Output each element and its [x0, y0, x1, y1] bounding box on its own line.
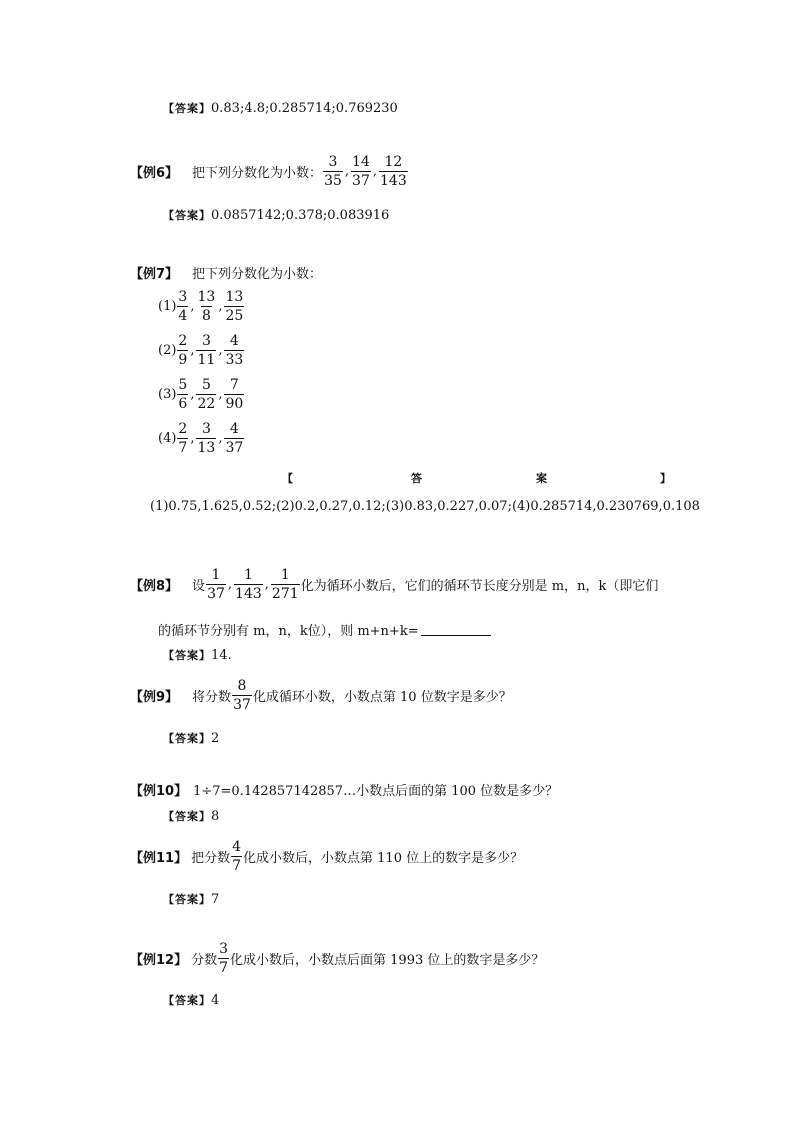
fraction: $\frac{14}{37}$	[352, 154, 370, 189]
answer-bracket-close: 】	[660, 472, 672, 485]
answer-char-an: 案	[536, 472, 548, 485]
question-text: 的循环节分别有 m，n，k位），则 m+n+k=	[158, 624, 419, 639]
answer-text: 4	[211, 992, 220, 1008]
answer-8	[163, 647, 232, 663]
question-text: 1÷7=0.142857142857…小数点后面的第 100 位数是多少？	[193, 784, 559, 799]
example-label: 【例10】	[130, 784, 188, 799]
example-8: 【例8】 设 $\frac{1}{37}$ , $\frac{1}{143}$ , $\frac{1}{271}$ 化为循环小数后，它们的循环节长度分别是 m，n，k（即它们	[130, 567, 659, 602]
example-label: 【例7】	[130, 267, 179, 282]
question-text: 化成小数后，小数点后面第 1993 位上的数字是多少？	[230, 953, 545, 968]
fraction: $\frac{3}{35}$	[324, 154, 342, 189]
example-9: 【例9】 将分数 $\frac{8}{37}$ 化成循环小数，小数点第 10 位数字是多少？	[130, 678, 512, 713]
example-label: 【例6】	[130, 166, 179, 181]
example-label: 【例9】	[130, 690, 179, 705]
top-answer	[163, 100, 398, 116]
answer-text: 0.0857142;0.378;0.083916	[211, 207, 390, 223]
answer-11	[163, 891, 219, 907]
answer-text: 2	[211, 730, 220, 746]
example-8-line2	[158, 620, 491, 639]
example-12: 【例12】 分数 $\frac{3}{7}$ 化成小数后，小数点后面第 1993 位上的数字是多少？	[130, 941, 545, 976]
answer-bracket-open: 【	[282, 472, 294, 485]
answer-char-da: 答	[411, 472, 423, 485]
answer-label: 【答案】	[163, 649, 211, 662]
answer-label: 【答案】	[163, 209, 211, 222]
example-6: 【例6】 把下列分数化为小数： $\frac{3}{35}$ , $\frac{14}{37}$ , $\frac{12}{143}$	[130, 154, 407, 189]
answer-label: 【答案】	[163, 732, 211, 745]
example-label: 【例12】	[130, 953, 188, 968]
example-11: 【例11】 把分数 $\frac{4}{7}$ 化成小数后，小数点第 110 位上的数字是多少？	[130, 839, 524, 874]
answer-text: 14.	[211, 647, 232, 663]
example-7-group-2: (2) $\frac{2}{9}$ , $\frac{3}{11}$ , $\frac{4}{33}$	[158, 333, 244, 368]
example-7-group-1: (1) $\frac{3}{4}$ , $\frac{13}{8}$ , $\frac{13}{25}$	[158, 289, 244, 324]
question-text: 把下列分数化为小数：	[192, 166, 323, 181]
answer-label: 【答案】	[163, 893, 211, 906]
answer-12	[163, 992, 219, 1008]
example-7-group-4: (4) $\frac{2}{7}$ , $\frac{3}{13}$ , $\frac{4}{37}$	[158, 421, 244, 456]
question-text: 化为循环小数后，它们的循环节长度分别是 m，n，k（即它们	[300, 579, 659, 594]
answer-label: 【答案】	[163, 102, 211, 115]
answer-9	[163, 730, 219, 746]
fraction: $\frac{12}{143}$	[380, 154, 407, 189]
answer-text: 8	[211, 808, 220, 824]
answer-label: 【答案】	[163, 994, 211, 1007]
question-text: 把下列分数化为小数：	[192, 267, 323, 282]
answer-7: (1)0.75,1.625,0.52;(2)0.2,0.27,0.12;(3)0.83,0.227,0.07;(4)0.285714,0.230769,0.108	[150, 499, 700, 514]
example-7-group-3: (3) $\frac{5}{6}$ , $\frac{5}{22}$ , $\frac{7}{90}$	[158, 377, 244, 412]
answer-text: 7	[211, 891, 220, 907]
answer-text: 0.83;4.8;0.285714;0.769230	[211, 100, 398, 116]
example-10	[130, 780, 558, 799]
example-label: 【例11】	[130, 851, 188, 866]
question-text: 化成循环小数，小数点第 10 位数字是多少？	[252, 690, 512, 705]
answer-6	[163, 207, 389, 223]
example-label: 【例8】	[130, 579, 179, 594]
answer-label: 【答案】	[163, 810, 211, 823]
question-text: 化成小数后，小数点第 110 位上的数字是多少？	[243, 851, 524, 866]
example-7	[130, 263, 322, 282]
answer-10	[163, 808, 219, 824]
answer-blank	[421, 623, 491, 636]
